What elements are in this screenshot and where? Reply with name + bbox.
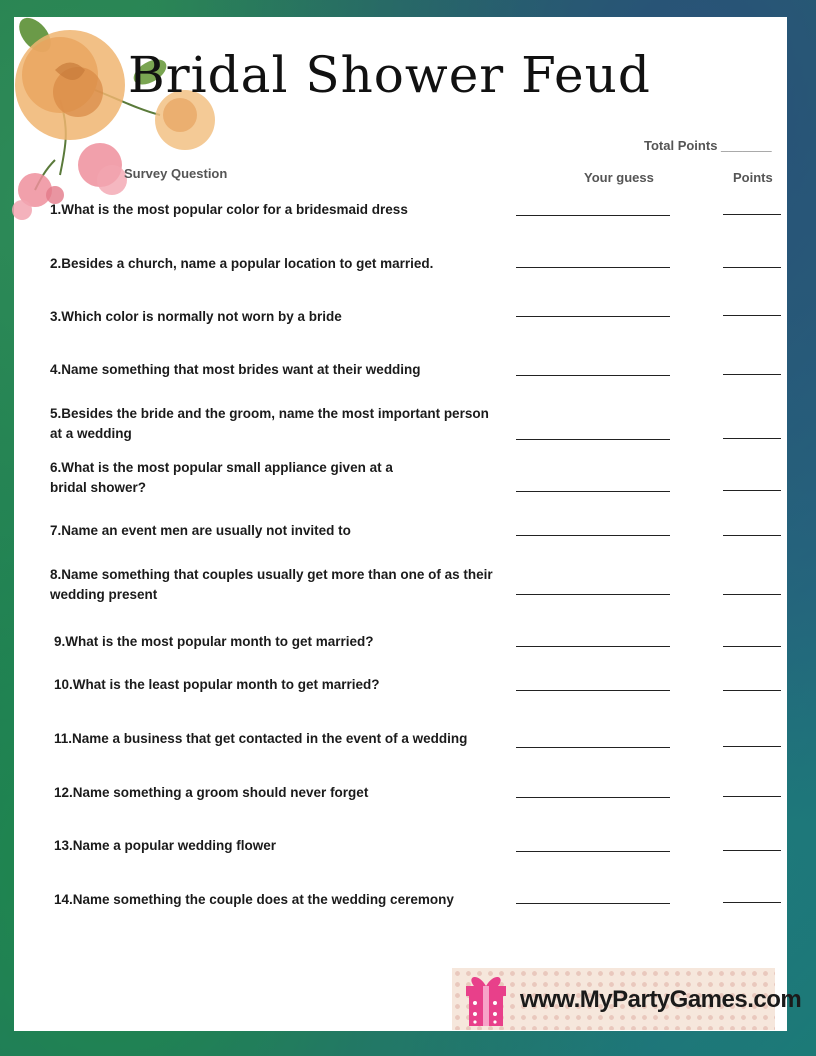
points-line-7[interactable] [723, 535, 781, 536]
question-9: 9.What is the most popular month to get married? [54, 634, 374, 649]
question-10: 10.What is the least popular month to get married? [54, 677, 380, 692]
answer-line-6[interactable] [516, 491, 670, 492]
question-4: 4.Name something that most brides want at their wedding [50, 362, 421, 377]
page-title: Bridal Shower Feud [128, 46, 651, 104]
answer-line-14[interactable] [516, 903, 670, 904]
question-6: 6.What is the most popular small appliance given at a bridal shower? [50, 460, 393, 495]
answer-line-9[interactable] [516, 646, 670, 647]
total-points-label: Total Points _______ [644, 138, 772, 153]
question-5: 5.Besides the bride and the groom, name the most important person at a wedding [50, 406, 489, 441]
question-7: 7.Name an event men are usually not invited to [50, 523, 351, 538]
points-line-14[interactable] [723, 902, 781, 903]
question-1: 1.What is the most popular color for a bridesmaid dress [50, 202, 408, 217]
answer-line-10[interactable] [516, 690, 670, 691]
answer-line-1[interactable] [516, 215, 670, 216]
points-line-9[interactable] [723, 646, 781, 647]
answer-line-5[interactable] [516, 439, 670, 440]
points-line-10[interactable] [723, 690, 781, 691]
points-line-8[interactable] [723, 594, 781, 595]
points-line-2[interactable] [723, 267, 781, 268]
points-line-13[interactable] [723, 850, 781, 851]
answer-line-12[interactable] [516, 797, 670, 798]
survey-question-header: Survey Question [124, 166, 228, 181]
answer-line-8[interactable] [516, 594, 670, 595]
points-line-6[interactable] [723, 490, 781, 491]
question-13: 13.Name a popular wedding flower [54, 838, 277, 853]
question-3: 3.Which color is normally not worn by a bride [50, 309, 342, 324]
website-url[interactable]: www.MyPartyGames.com [520, 986, 802, 1013]
your-guess-header: Your guess [584, 170, 654, 185]
points-line-3[interactable] [723, 315, 781, 316]
points-line-12[interactable] [723, 796, 781, 797]
points-line-4[interactable] [723, 374, 781, 375]
answer-line-11[interactable] [516, 747, 670, 748]
question-11: 11.Name a business that get contacted in the event of a wedding [54, 731, 468, 746]
points-line-5[interactable] [723, 438, 781, 439]
answer-line-2[interactable] [516, 267, 670, 268]
answer-line-4[interactable] [516, 375, 670, 376]
points-header: Points [733, 170, 773, 185]
question-8: 8.Name something that couples usually get more than one of as their wedding present [50, 567, 493, 602]
points-line-1[interactable] [723, 214, 781, 215]
gift-box-icon [460, 972, 512, 1028]
question-14: 14.Name something the couple does at the wedding ceremony [54, 892, 454, 907]
answer-line-3[interactable] [516, 316, 670, 317]
website-banner[interactable] [452, 968, 802, 1030]
question-12: 12.Name something a groom should never forget [54, 785, 369, 800]
answer-line-7[interactable] [516, 535, 670, 536]
answer-line-13[interactable] [516, 851, 670, 852]
question-2: 2.Besides a church, name a popular location to get married. [50, 256, 434, 271]
points-line-11[interactable] [723, 746, 781, 747]
rose-flower-icon [0, 0, 240, 230]
